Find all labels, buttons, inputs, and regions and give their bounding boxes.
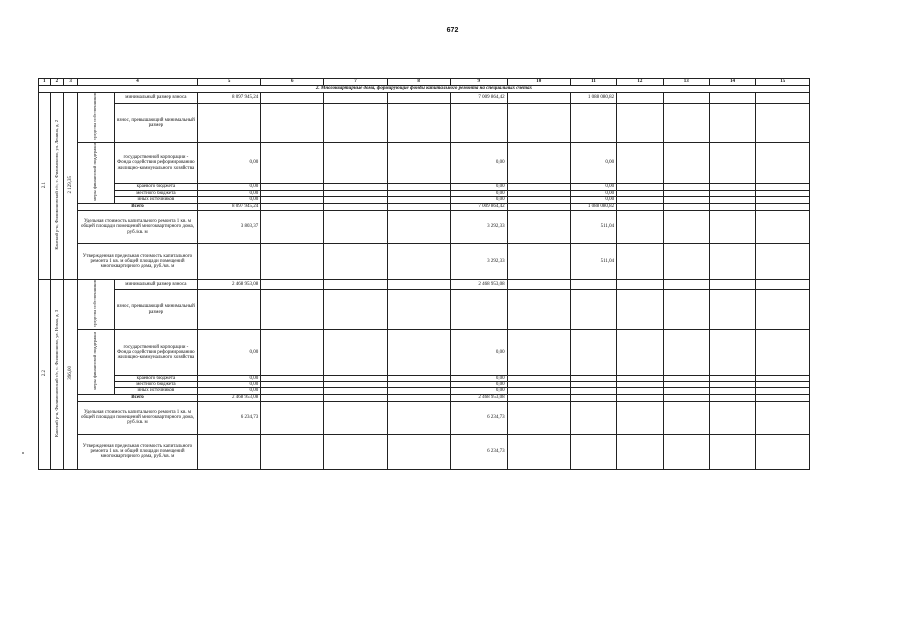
cell-state_corp-c8 — [387, 329, 450, 375]
cell-min_contribution-c8 — [387, 93, 450, 104]
cell-state_corp-c7 — [324, 142, 387, 183]
house-address — [50, 93, 64, 280]
column-number-7: 7 — [324, 79, 387, 86]
cell-state_corp-c10 — [507, 329, 570, 375]
support-measures-label — [77, 142, 114, 203]
cell-regional_budget-c9: 0,00 — [450, 375, 507, 381]
support-measures-label-text: меры финансовой поддержки — [92, 331, 98, 390]
cell-local_budget-c7 — [324, 190, 387, 197]
cell-limit_cost-c11: 511,04 — [570, 243, 616, 279]
table-row — [39, 394, 810, 401]
cell-min_contribution-c14 — [709, 279, 755, 289]
column-number-14: 14 — [709, 79, 755, 86]
table-row — [39, 197, 810, 204]
house-address — [50, 279, 64, 469]
cell-c15 — [756, 401, 810, 434]
cell-excess-c7 — [324, 290, 387, 330]
column-number-8: 8 — [387, 79, 450, 86]
cell-regional_budget-c10 — [507, 183, 570, 190]
cell-unit_cost-c13 — [663, 401, 709, 434]
cell-state_corp-c6 — [261, 142, 324, 183]
cell-other_sources-c9: 0,00 — [450, 388, 507, 394]
cell-unit_cost-c11 — [570, 401, 616, 434]
cell-unit_cost-c5: 3 803,37 — [198, 210, 261, 243]
cell-state_corp-c12 — [617, 142, 663, 183]
cell-unit_cost-c10 — [507, 210, 570, 243]
limit-cost-label: Утвержденная предельная стоимость капитального ремонта 1 кв. м общей площади помещений многоквартирного дома, руб./кв. м — [77, 434, 197, 469]
owners-funds-label — [77, 279, 114, 329]
cell-state_corp-c7 — [324, 329, 387, 375]
table-row — [39, 434, 810, 469]
row-number — [39, 279, 51, 469]
other-sources-label: иных источников — [114, 388, 197, 394]
cell-limit_cost-c5 — [198, 434, 261, 469]
cell-limit_cost-c5 — [198, 243, 261, 279]
cell-local_budget-c9: 0,00 — [450, 382, 507, 388]
cell-limit_cost-c11 — [570, 434, 616, 469]
cell-min_contribution-c9: 7 009 864,42 — [450, 93, 507, 104]
cell-c15 — [756, 434, 810, 469]
house-area-text: 396,00 — [67, 366, 73, 381]
cell-excess-c10 — [507, 290, 570, 330]
cell-unit_cost-c14 — [709, 210, 755, 243]
cell-total-c11: 1 088 080,82 — [570, 203, 616, 210]
cell-total-c9: 7 009 864,42 — [450, 203, 507, 210]
cell-other_sources-c6 — [261, 197, 324, 204]
cell-excess-c9 — [450, 290, 507, 330]
table-row — [39, 401, 810, 434]
cell-regional_budget-c11: 0,00 — [570, 183, 616, 190]
cell-limit_cost-c9: 3 292,33 — [450, 243, 507, 279]
column-number-6: 6 — [261, 79, 324, 86]
table-row — [39, 190, 810, 197]
limit-cost-label: Утвержденная предельная стоимость капитального ремонта 1 кв. м общей площади помещений многоквартирного дома, руб./кв. м — [77, 243, 197, 279]
cell-c15 — [756, 329, 810, 375]
cell-min_contribution-c10 — [507, 279, 570, 289]
house-area — [64, 93, 78, 280]
cell-total-c6 — [261, 203, 324, 210]
cell-limit_cost-c9: 6 234,73 — [450, 434, 507, 469]
total-label: Всего — [77, 203, 197, 210]
section-title: 2. Многоквартирные дома, формирующие фонды капитального ремонта на специальных счетах — [39, 86, 810, 93]
cell-limit_cost-c10 — [507, 243, 570, 279]
house-area-text: 2 129,35 — [67, 176, 73, 194]
cell-excess-c14 — [709, 103, 755, 142]
column-number-15: 15 — [756, 79, 810, 86]
cell-total-c5: 2 468 953,08 — [198, 394, 261, 401]
cell-total-c10 — [507, 203, 570, 210]
column-number-12: 12 — [617, 79, 663, 86]
cell-excess-c13 — [663, 290, 709, 330]
cell-local_budget-c8 — [387, 190, 450, 197]
cell-excess-c14 — [709, 290, 755, 330]
cell-excess-c12 — [617, 290, 663, 330]
column-number-11: 11 — [570, 79, 616, 86]
cell-other_sources-c12 — [617, 197, 663, 204]
cell-other_sources-c8 — [387, 197, 450, 204]
cell-total-c8 — [387, 203, 450, 210]
cell-limit_cost-c8 — [387, 243, 450, 279]
cell-unit_cost-c6 — [261, 210, 324, 243]
cell-limit_cost-c8 — [387, 434, 450, 469]
cell-total-c7 — [324, 394, 387, 401]
cell-unit_cost-c13 — [663, 210, 709, 243]
table-row — [39, 103, 810, 142]
excess-contribution-label: взнос, превышающий минимальный размер — [114, 290, 197, 330]
cell-state_corp-c13 — [663, 329, 709, 375]
cell-excess-c9 — [450, 103, 507, 142]
table-row — [39, 142, 810, 183]
cell-excess-c8 — [387, 103, 450, 142]
table-row — [39, 93, 810, 104]
cell-total-c14 — [709, 203, 755, 210]
cell-excess-c6 — [261, 103, 324, 142]
cell-unit_cost-c6 — [261, 401, 324, 434]
cell-c15 — [756, 210, 810, 243]
cell-excess-c11 — [570, 103, 616, 142]
cell-min_contribution-c13 — [663, 279, 709, 289]
cell-min_contribution-c12 — [617, 279, 663, 289]
total-label: Всего — [77, 394, 197, 401]
cell-limit_cost-c14 — [709, 243, 755, 279]
cell-other_sources-c9: 0,00 — [450, 197, 507, 204]
cell-total-c12 — [617, 394, 663, 401]
cell-state_corp-c13 — [663, 142, 709, 183]
cell-c15 — [756, 394, 810, 401]
cell-min_contribution-c5: 8 097 945,24 — [198, 93, 261, 104]
cell-other_sources-c7 — [324, 197, 387, 204]
cell-total-c13 — [663, 394, 709, 401]
cell-regional_budget-c13 — [663, 183, 709, 190]
column-number-10: 10 — [507, 79, 570, 86]
table-row — [39, 290, 810, 330]
cell-regional_budget-c14 — [709, 183, 755, 190]
regional-budget-label: краевого бюджета — [114, 375, 197, 381]
cell-excess-c11 — [570, 290, 616, 330]
cell-total-c13 — [663, 203, 709, 210]
cell-unit_cost-c7 — [324, 210, 387, 243]
cell-c15 — [756, 142, 810, 183]
cell-min_contribution-c13 — [663, 93, 709, 104]
column-number-13: 13 — [663, 79, 709, 86]
table-row — [39, 183, 810, 190]
cell-limit_cost-c12 — [617, 434, 663, 469]
cell-min_contribution-c10 — [507, 93, 570, 104]
capital-repair-table — [38, 78, 810, 470]
cell-state_corp-c10 — [507, 142, 570, 183]
cell-c15 — [756, 203, 810, 210]
owners-funds-label-text: средства собственников — [92, 279, 98, 327]
house-area — [64, 279, 78, 469]
row-number-text: 2.2 — [41, 370, 47, 377]
cell-c15 — [756, 290, 810, 330]
row-number — [39, 93, 51, 280]
cell-c15 — [756, 190, 810, 197]
table-row — [39, 329, 810, 375]
cell-excess-c6 — [261, 290, 324, 330]
cell-local_budget-c6 — [261, 190, 324, 197]
other-sources-label: иных источников — [114, 197, 197, 204]
cell-local_budget-c11: 0,00 — [570, 190, 616, 197]
local-budget-label: местного бюджета — [114, 190, 197, 197]
cell-other_sources-c5: 0,00 — [198, 197, 261, 204]
unit-cost-label: Удельная стоимость капитального ремонта 1 кв. м общей площади помещений многоквартирного дома, руб./кв. м — [77, 210, 197, 243]
cell-c15 — [756, 103, 810, 142]
cell-unit_cost-c8 — [387, 401, 450, 434]
cell-other_sources-c5: 0,00 — [198, 388, 261, 394]
cell-min_contribution-c11 — [570, 279, 616, 289]
cell-state_corp-c5: 0,00 — [198, 142, 261, 183]
cell-limit_cost-c7 — [324, 434, 387, 469]
min-contribution-label: минимальный размер взноса — [114, 279, 197, 289]
cell-local_budget-c14 — [709, 190, 755, 197]
cell-limit_cost-c12 — [617, 243, 663, 279]
cell-c15 — [756, 243, 810, 279]
state-corp-label: государственной корпорации - Фонда содействия реформированию жилищно-коммунального хозяйства — [114, 329, 197, 375]
min-contribution-label: минимальный размер взноса — [114, 93, 197, 104]
cell-local_budget-c13 — [663, 190, 709, 197]
cell-limit_cost-c6 — [261, 243, 324, 279]
cell-other_sources-c11: 0,00 — [570, 197, 616, 204]
cell-limit_cost-c6 — [261, 434, 324, 469]
cell-other_sources-c10 — [507, 197, 570, 204]
scan-dot — [22, 452, 24, 454]
cell-unit_cost-c7 — [324, 401, 387, 434]
cell-regional_budget-c7 — [324, 183, 387, 190]
cell-unit_cost-c14 — [709, 401, 755, 434]
cell-state_corp-c12 — [617, 329, 663, 375]
cell-limit_cost-c14 — [709, 434, 755, 469]
cell-other_sources-c14 — [709, 197, 755, 204]
cell-state_corp-c9: 0,00 — [450, 329, 507, 375]
column-number-1: 1 — [39, 79, 51, 86]
cell-other_sources-c13 — [663, 197, 709, 204]
excess-contribution-label: взнос, превышающий минимальный размер — [114, 103, 197, 142]
cell-unit_cost-c9: 6 234,73 — [450, 401, 507, 434]
cell-state_corp-c6 — [261, 329, 324, 375]
cell-min_contribution-c9: 2 468 953,08 — [450, 279, 507, 289]
cell-state_corp-c14 — [709, 329, 755, 375]
cell-total-c7 — [324, 203, 387, 210]
cell-c15 — [756, 279, 810, 289]
cell-limit_cost-c10 — [507, 434, 570, 469]
state-corp-label: государственной корпорации - Фонда содействия реформированию жилищно-коммунального хозяйства — [114, 142, 197, 183]
cell-unit_cost-c5: 6 234,73 — [198, 401, 261, 434]
cell-total-c12 — [617, 203, 663, 210]
cell-state_corp-c11: 0,00 — [570, 142, 616, 183]
cell-excess-c5 — [198, 290, 261, 330]
cell-limit_cost-c13 — [663, 243, 709, 279]
cell-local_budget-c5: 0,00 — [198, 190, 261, 197]
column-number-4: 4 — [77, 79, 197, 86]
cell-regional_budget-c5: 0,00 — [198, 375, 261, 381]
cell-regional_budget-c5: 0,00 — [198, 183, 261, 190]
cell-local_budget-c12 — [617, 190, 663, 197]
owners-funds-label — [77, 93, 114, 143]
cell-excess-c7 — [324, 103, 387, 142]
cell-excess-c10 — [507, 103, 570, 142]
local-budget-label: местного бюджета — [114, 382, 197, 388]
cell-state_corp-c5: 0,00 — [198, 329, 261, 375]
column-number-5: 5 — [198, 79, 261, 86]
cell-total-c5: 8 097 945,24 — [198, 203, 261, 210]
cell-total-c10 — [507, 394, 570, 401]
column-number-2: 2 — [50, 79, 64, 86]
cell-min_contribution-c12 — [617, 93, 663, 104]
cell-unit_cost-c9: 3 292,33 — [450, 210, 507, 243]
regional-budget-label: краевого бюджета — [114, 183, 197, 190]
cell-total-c9: 2 468 953,08 — [450, 394, 507, 401]
table-row — [39, 210, 810, 243]
cell-regional_budget-c6 — [261, 183, 324, 190]
cell-min_contribution-c7 — [324, 93, 387, 104]
cell-local_budget-c9: 0,00 — [450, 190, 507, 197]
owners-funds-label-text: средства собственников — [92, 93, 98, 140]
cell-excess-c8 — [387, 290, 450, 330]
cell-min_contribution-c6 — [261, 93, 324, 104]
cell-limit_cost-c7 — [324, 243, 387, 279]
cell-min_contribution-c14 — [709, 93, 755, 104]
cell-regional_budget-c8 — [387, 183, 450, 190]
cell-local_budget-c10 — [507, 190, 570, 197]
cell-unit_cost-c10 — [507, 401, 570, 434]
table-row — [39, 243, 810, 279]
house-address-text: Канский р-н, Филимоновский с/с, с. Филимоново, ул. Новая, д. 3 — [53, 309, 59, 437]
cell-unit_cost-c11: 511,04 — [570, 210, 616, 243]
unit-cost-label: Удельная стоимость капитального ремонта 1 кв. м общей площади помещений многоквартирного дома, руб./кв. м — [77, 401, 197, 434]
cell-total-c6 — [261, 394, 324, 401]
cell-state_corp-c11 — [570, 329, 616, 375]
cell-c15 — [756, 93, 810, 104]
section-title-row — [39, 86, 810, 93]
cell-regional_budget-c9: 0,00 — [450, 183, 507, 190]
cell-excess-c13 — [663, 103, 709, 142]
cell-c15 — [756, 197, 810, 204]
cell-min_contribution-c6 — [261, 279, 324, 289]
cell-c15 — [756, 183, 810, 190]
cell-total-c14 — [709, 394, 755, 401]
cell-state_corp-c8 — [387, 142, 450, 183]
column-number-9: 9 — [450, 79, 507, 86]
cell-total-c11 — [570, 394, 616, 401]
column-number-row — [39, 79, 810, 86]
cell-unit_cost-c12 — [617, 210, 663, 243]
house-address-text: Канский р-н, Филимоновский с/с, с. Филимоново, ул. Ленина, д. 2 — [53, 120, 59, 250]
cell-state_corp-c9: 0,00 — [450, 142, 507, 183]
cell-unit_cost-c12 — [617, 401, 663, 434]
table-row — [39, 203, 810, 210]
cell-local_budget-c5: 0,00 — [198, 382, 261, 388]
cell-min_contribution-c7 — [324, 279, 387, 289]
cell-regional_budget-c12 — [617, 183, 663, 190]
cell-min_contribution-c11: 1 088 080,82 — [570, 93, 616, 104]
cell-state_corp-c14 — [709, 142, 755, 183]
cell-min_contribution-c8 — [387, 279, 450, 289]
support-measures-label-text: меры финансовой поддержки — [92, 142, 98, 201]
row-number-text: 2.1 — [41, 181, 47, 188]
cell-unit_cost-c8 — [387, 210, 450, 243]
column-number-3: 3 — [64, 79, 78, 86]
cell-excess-c12 — [617, 103, 663, 142]
cell-min_contribution-c5: 2 468 953,08 — [198, 279, 261, 289]
cell-total-c8 — [387, 394, 450, 401]
table-row — [39, 279, 810, 289]
page-number: 672 — [446, 27, 459, 34]
cell-excess-c5 — [198, 103, 261, 142]
support-measures-label — [77, 329, 114, 394]
cell-limit_cost-c13 — [663, 434, 709, 469]
